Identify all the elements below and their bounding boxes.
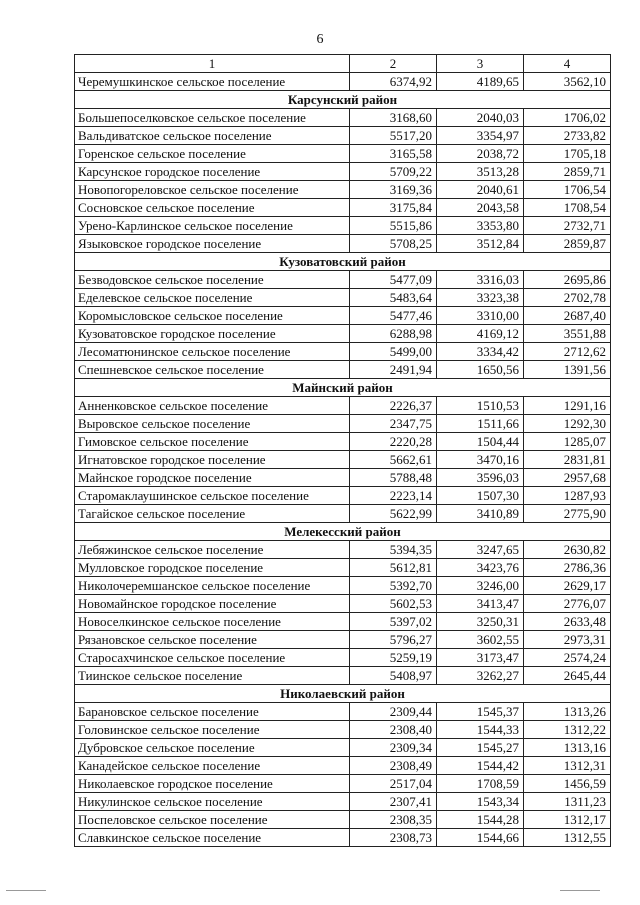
value-cell-4: 1312,55 [524, 829, 611, 847]
value-cell-3: 3513,28 [437, 163, 524, 181]
settlement-name-cell: Выровское сельское поселение [75, 415, 350, 433]
value-cell-2: 2308,73 [350, 829, 437, 847]
value-cell-2: 2309,34 [350, 739, 437, 757]
district-name: Мелекесский район [75, 523, 611, 541]
value-cell-4: 1312,17 [524, 811, 611, 829]
table-row [75, 163, 611, 181]
table-row [75, 325, 611, 343]
value-cell-3: 3262,27 [437, 667, 524, 685]
district-header-row [75, 253, 611, 271]
value-cell-3: 1543,34 [437, 793, 524, 811]
value-cell-2: 5259,19 [350, 649, 437, 667]
value-cell-4: 2831,81 [524, 451, 611, 469]
table-row [75, 721, 611, 739]
value-cell-4: 2687,40 [524, 307, 611, 325]
settlement-name-cell: Новомайнское городское поселение [75, 595, 350, 613]
settlement-name-cell: Новоселкинское сельское поселение [75, 613, 350, 631]
settlement-name-cell: Поспеловское сельское поселение [75, 811, 350, 829]
value-cell-2: 5796,27 [350, 631, 437, 649]
value-cell-3: 1510,53 [437, 397, 524, 415]
value-cell-3: 3246,00 [437, 577, 524, 595]
table-row [75, 541, 611, 559]
value-cell-2: 5709,22 [350, 163, 437, 181]
table-row [75, 757, 611, 775]
table-row [75, 397, 611, 415]
value-cell-2: 5408,97 [350, 667, 437, 685]
value-cell-2: 5397,02 [350, 613, 437, 631]
settlement-name-cell: Лесоматюнинское сельское поселение [75, 343, 350, 361]
value-cell-4: 2629,17 [524, 577, 611, 595]
settlement-name-cell: Урено-Карлинское сельское поселение [75, 217, 350, 235]
value-cell-3: 4189,65 [437, 73, 524, 91]
value-cell-3: 3247,65 [437, 541, 524, 559]
value-cell-2: 3169,36 [350, 181, 437, 199]
value-cell-4: 3562,10 [524, 73, 611, 91]
value-cell-4: 2973,31 [524, 631, 611, 649]
page-number: 6 [316, 32, 324, 47]
table-row [75, 217, 611, 235]
table-row [75, 451, 611, 469]
settlement-name-cell: Николочеремшанское сельское поселение [75, 577, 350, 595]
value-cell-2: 2309,44 [350, 703, 437, 721]
value-cell-4: 2633,48 [524, 613, 611, 631]
value-cell-4: 1313,16 [524, 739, 611, 757]
value-cell-2: 5788,48 [350, 469, 437, 487]
value-cell-4: 2859,87 [524, 235, 611, 253]
settlement-name-cell: Черемушкинское сельское поселение [75, 73, 350, 91]
value-cell-4: 1706,02 [524, 109, 611, 127]
settlement-name-cell: Вальдиватское сельское поселение [75, 127, 350, 145]
table-row [75, 235, 611, 253]
settlement-name-cell: Коромысловское сельское поселение [75, 307, 350, 325]
value-cell-4: 2776,07 [524, 595, 611, 613]
value-cell-4: 1285,07 [524, 433, 611, 451]
table-row [75, 703, 611, 721]
value-cell-2: 5622,99 [350, 505, 437, 523]
district-header-row [75, 685, 611, 703]
value-cell-2: 2347,75 [350, 415, 437, 433]
value-cell-2: 5708,25 [350, 235, 437, 253]
value-cell-4: 2630,82 [524, 541, 611, 559]
table-row [75, 145, 611, 163]
value-cell-3: 1544,42 [437, 757, 524, 775]
settlement-name-cell: Спешневское сельское поселение [75, 361, 350, 379]
value-cell-2: 5612,81 [350, 559, 437, 577]
value-cell-4: 1287,93 [524, 487, 611, 505]
settlement-name-cell: Майнское городское поселение [75, 469, 350, 487]
settlement-name-cell: Канадейское сельское поселение [75, 757, 350, 775]
value-cell-3: 2040,61 [437, 181, 524, 199]
settlement-name-cell: Старомаклаушинское сельское поселение [75, 487, 350, 505]
value-cell-3: 3323,38 [437, 289, 524, 307]
tariff-table [74, 54, 611, 847]
settlement-name-cell: Лебяжинское сельское поселение [75, 541, 350, 559]
value-cell-2: 2517,04 [350, 775, 437, 793]
district-header-row [75, 91, 611, 109]
value-cell-3: 1708,59 [437, 775, 524, 793]
value-cell-3: 1545,27 [437, 739, 524, 757]
settlement-name-cell: Старосахчинское сельское поселение [75, 649, 350, 667]
value-cell-3: 1544,33 [437, 721, 524, 739]
value-cell-4: 2786,36 [524, 559, 611, 577]
value-cell-4: 2775,90 [524, 505, 611, 523]
value-cell-2: 5477,09 [350, 271, 437, 289]
value-cell-4: 2859,71 [524, 163, 611, 181]
table-row [75, 289, 611, 307]
column-header: 2 [350, 55, 437, 73]
value-cell-3: 1650,56 [437, 361, 524, 379]
table-body [75, 55, 611, 847]
value-cell-2: 2308,49 [350, 757, 437, 775]
value-cell-4: 1313,26 [524, 703, 611, 721]
settlement-name-cell: Мулловское городское поселение [75, 559, 350, 577]
settlement-name-cell: Безводовское сельское поселение [75, 271, 350, 289]
scan-artifact-left [6, 890, 46, 891]
value-cell-3: 1544,66 [437, 829, 524, 847]
settlement-name-cell: Барановское сельское поселение [75, 703, 350, 721]
value-cell-4: 1706,54 [524, 181, 611, 199]
value-cell-3: 3410,89 [437, 505, 524, 523]
value-cell-3: 3423,76 [437, 559, 524, 577]
value-cell-3: 1544,28 [437, 811, 524, 829]
table-row [75, 361, 611, 379]
value-cell-4: 1391,56 [524, 361, 611, 379]
table-row [75, 469, 611, 487]
table-row [75, 307, 611, 325]
district-name: Карсунский район [75, 91, 611, 109]
value-cell-4: 1708,54 [524, 199, 611, 217]
value-cell-4: 1311,23 [524, 793, 611, 811]
value-cell-3: 1511,66 [437, 415, 524, 433]
value-cell-3: 3173,47 [437, 649, 524, 667]
value-cell-3: 2040,03 [437, 109, 524, 127]
settlement-name-cell: Тиинское сельское поселение [75, 667, 350, 685]
settlement-name-cell: Кузоватовское городское поселение [75, 325, 350, 343]
value-cell-2: 6374,92 [350, 73, 437, 91]
column-header: 3 [437, 55, 524, 73]
column-header-row [75, 55, 611, 73]
value-cell-4: 1312,31 [524, 757, 611, 775]
value-cell-3: 1504,44 [437, 433, 524, 451]
value-cell-2: 5392,70 [350, 577, 437, 595]
value-cell-2: 5515,86 [350, 217, 437, 235]
table-row [75, 199, 611, 217]
value-cell-2: 5394,35 [350, 541, 437, 559]
value-cell-2: 2308,40 [350, 721, 437, 739]
district-name: Николаевский район [75, 685, 611, 703]
value-cell-2: 5477,46 [350, 307, 437, 325]
settlement-name-cell: Никулинское сельское поселение [75, 793, 350, 811]
settlement-name-cell: Сосновское сельское поселение [75, 199, 350, 217]
settlement-name-cell: Николаевское городское поселение [75, 775, 350, 793]
value-cell-2: 5662,61 [350, 451, 437, 469]
table-row [75, 793, 611, 811]
value-cell-3: 3512,84 [437, 235, 524, 253]
value-cell-2: 3165,58 [350, 145, 437, 163]
value-cell-2: 3175,84 [350, 199, 437, 217]
scan-artifact-right [560, 890, 600, 891]
value-cell-4: 1456,59 [524, 775, 611, 793]
column-header: 1 [75, 55, 350, 73]
value-cell-3: 3596,03 [437, 469, 524, 487]
value-cell-3: 3470,16 [437, 451, 524, 469]
table-row [75, 271, 611, 289]
district-name: Майнский район [75, 379, 611, 397]
value-cell-3: 4169,12 [437, 325, 524, 343]
settlement-name-cell: Горенское сельское поселение [75, 145, 350, 163]
settlement-name-cell: Тагайское сельское поселение [75, 505, 350, 523]
table-row [75, 595, 611, 613]
settlement-name-cell: Игнатовское городское поселение [75, 451, 350, 469]
settlement-name-cell: Языковское городское поселение [75, 235, 350, 253]
table-row [75, 343, 611, 361]
settlement-name-cell: Новопогореловское сельское поселение [75, 181, 350, 199]
settlement-name-cell: Головинское сельское поселение [75, 721, 350, 739]
value-cell-3: 3602,55 [437, 631, 524, 649]
value-cell-3: 2038,72 [437, 145, 524, 163]
value-cell-2: 2307,41 [350, 793, 437, 811]
value-cell-2: 2308,35 [350, 811, 437, 829]
value-cell-2: 2491,94 [350, 361, 437, 379]
value-cell-3: 1545,37 [437, 703, 524, 721]
value-cell-2: 3168,60 [350, 109, 437, 127]
table-row [75, 109, 611, 127]
settlement-name-cell: Карсунское городское поселение [75, 163, 350, 181]
value-cell-3: 3310,00 [437, 307, 524, 325]
value-cell-2: 2220,28 [350, 433, 437, 451]
settlement-name-cell: Дубровское сельское поселение [75, 739, 350, 757]
settlement-name-cell: Рязановское сельское поселение [75, 631, 350, 649]
value-cell-3: 3250,31 [437, 613, 524, 631]
value-cell-2: 5517,20 [350, 127, 437, 145]
value-cell-4: 2574,24 [524, 649, 611, 667]
table-row [75, 829, 611, 847]
settlement-name-cell: Большепоселковское сельское поселение [75, 109, 350, 127]
value-cell-4: 2732,71 [524, 217, 611, 235]
value-cell-2: 2223,14 [350, 487, 437, 505]
table-row [75, 415, 611, 433]
value-cell-3: 2043,58 [437, 199, 524, 217]
value-cell-2: 5499,00 [350, 343, 437, 361]
value-cell-4: 2957,68 [524, 469, 611, 487]
value-cell-2: 6288,98 [350, 325, 437, 343]
table-row [75, 487, 611, 505]
column-header: 4 [524, 55, 611, 73]
value-cell-4: 2733,82 [524, 127, 611, 145]
table-row [75, 559, 611, 577]
settlement-name-cell: Еделевское сельское поселение [75, 289, 350, 307]
settlement-name-cell: Гимовское сельское поселение [75, 433, 350, 451]
value-cell-2: 5602,53 [350, 595, 437, 613]
table-row [75, 613, 611, 631]
value-cell-3: 3316,03 [437, 271, 524, 289]
value-cell-4: 1292,30 [524, 415, 611, 433]
table-row [75, 433, 611, 451]
settlement-name-cell: Славкинское сельское поселение [75, 829, 350, 847]
table-row [75, 631, 611, 649]
value-cell-4: 2702,78 [524, 289, 611, 307]
district-header-row [75, 379, 611, 397]
value-cell-4: 1312,22 [524, 721, 611, 739]
value-cell-3: 3334,42 [437, 343, 524, 361]
table-row [75, 739, 611, 757]
district-header-row [75, 523, 611, 541]
value-cell-3: 3413,47 [437, 595, 524, 613]
value-cell-4: 2645,44 [524, 667, 611, 685]
settlement-name-cell: Анненковское сельское поселение [75, 397, 350, 415]
value-cell-4: 2712,62 [524, 343, 611, 361]
table-row [75, 775, 611, 793]
table-row [75, 127, 611, 145]
table-row [75, 811, 611, 829]
table-row [75, 667, 611, 685]
table-row [75, 505, 611, 523]
value-cell-2: 2226,37 [350, 397, 437, 415]
value-cell-4: 1705,18 [524, 145, 611, 163]
table-row [75, 73, 611, 91]
value-cell-3: 1507,30 [437, 487, 524, 505]
value-cell-2: 5483,64 [350, 289, 437, 307]
value-cell-3: 3354,97 [437, 127, 524, 145]
value-cell-4: 2695,86 [524, 271, 611, 289]
value-cell-3: 3353,80 [437, 217, 524, 235]
value-cell-4: 3551,88 [524, 325, 611, 343]
table-row [75, 649, 611, 667]
value-cell-4: 1291,16 [524, 397, 611, 415]
table-row [75, 181, 611, 199]
district-name: Кузоватовский район [75, 253, 611, 271]
table-row [75, 577, 611, 595]
